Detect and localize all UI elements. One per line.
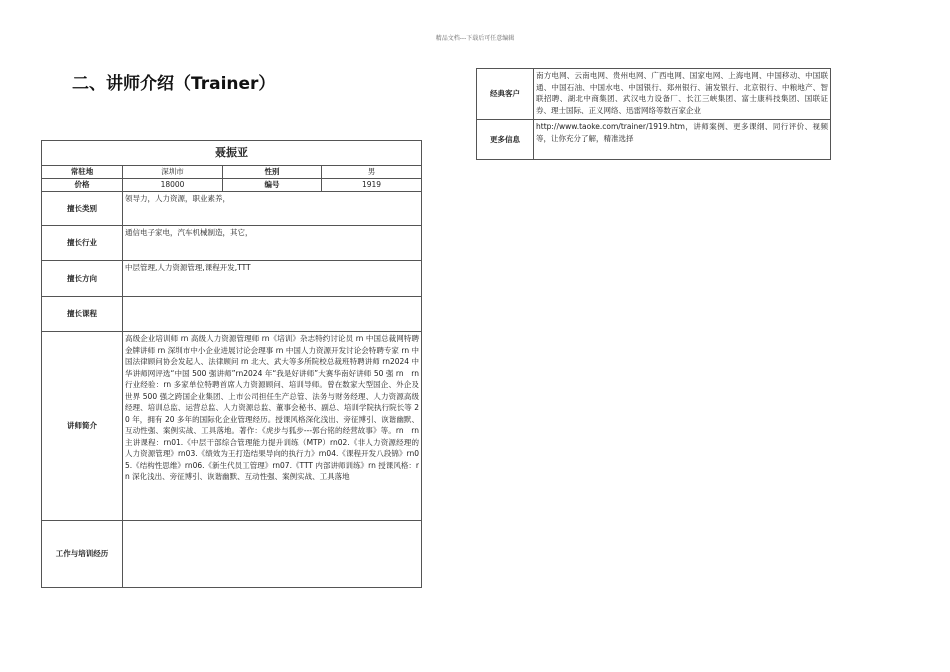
residence-label: 常驻地 [42,166,123,179]
trainer-extra-table [476,68,831,160]
clients-label: 经典客户 [477,69,534,120]
more-info-label: 更多信息 [477,120,534,160]
intro-label: 讲师简介 [42,332,123,521]
industries-label: 擅长行业 [42,226,123,261]
price-value: 18000 [123,179,223,192]
id-value: 1919 [322,179,422,192]
id-label: 编号 [223,179,322,192]
more-info-value[interactable]: http://www.taoke.com/trainer/1919.htm，讲师案例、更多课纲、同行评价、视频等，让你充分了解，精准选择 [534,120,831,160]
gender-label: 性别 [223,166,322,179]
categories-value: 领导力，人力资源，职业素养， [123,192,422,226]
price-label: 价格 [42,179,123,192]
clients-value: 南方电网、云南电网、贵州电网、广西电网、国家电网、上海电网、中国移动、中国联通、中国石油、中国水电、中国银行、郑州银行、浦发银行、北京银行、中粮地产、智联招聘、湖北中商集团、武汉电力设备厂、长江三峡集团、富士康科技集团、国联证券、理士国际、正义网络、迅雷网络等数百家企业 [534,69,831,120]
industries-value: 通信电子家电，汽车机械制造，其它， [123,226,422,261]
categories-label: 擅长类别 [42,192,123,226]
courses-label: 擅长课程 [42,297,123,332]
courses-value [123,297,422,332]
section-heading: 二、讲师介绍（Trainer） [72,74,276,94]
directions-label: 擅长方向 [42,261,123,297]
trainer-name: 聂振亚 [42,141,422,166]
trainer-profile-table [41,140,422,588]
document-watermark: 精品文档---下载后可任意编辑 [435,35,515,42]
directions-value: 中层管理,人力资源管理,课程开发,TTT [123,261,422,297]
experience-label: 工作与培训经历 [42,521,123,588]
experience-value [123,521,422,588]
residence-value: 深圳市 [123,166,223,179]
intro-value: 高级企业培训师 rn 高级人力资源管理师 rn《培训》杂志特约讨论员 rn 中国总裁网特聘金牌讲师 rn 深圳市中小企业进展讨论会理事 rn 中国人力资源开发讨论会特聘专家 rn 中国法律顾问协会发起人、法律顾问 rn 北大、武大等多所院校总裁班特聘讲师 rn2024 中华讲师网评选“中国 500 强讲师”rn2024 年“我是好讲师”大赛华南好讲师 50 强 rn rn 行业经验：rn 多家单位特聘首席人力资源顾问、培训导师。曾在数家大型国企、外企及世界 500 强之跨国企业集团、上市公司担任生产总管、法务与财务经理、人力资源高级经理、培训总监、运营总监、人力资源总监、董事会秘书、副总、培训学院执行院长等 20 年，拥有 20 多年的国际化企业管理经历。授课风格深化浅出、旁征博引、诙谐幽默、互动性强、案例实战、工具落地。著作：《虎步与狐步---郭台铭的经营故事》等。rn rn 主讲课程：rn01.《中层干部综合管理能力提升训练（MTP）rn02.《非人力资源经理的人力资源管理》rn03.《绩效为王打造结果导向的执行力》rn04.《课程开发八段锦》rn05.《结构性思维》rn06.《新生代员工管理》rn07.《TTT 内部讲师训练》rn 授课风格：rn 深化浅出、旁征博引、诙谐幽默、互动性强、案例实战、工具落地 [123,332,422,521]
gender-value: 男 [322,166,422,179]
